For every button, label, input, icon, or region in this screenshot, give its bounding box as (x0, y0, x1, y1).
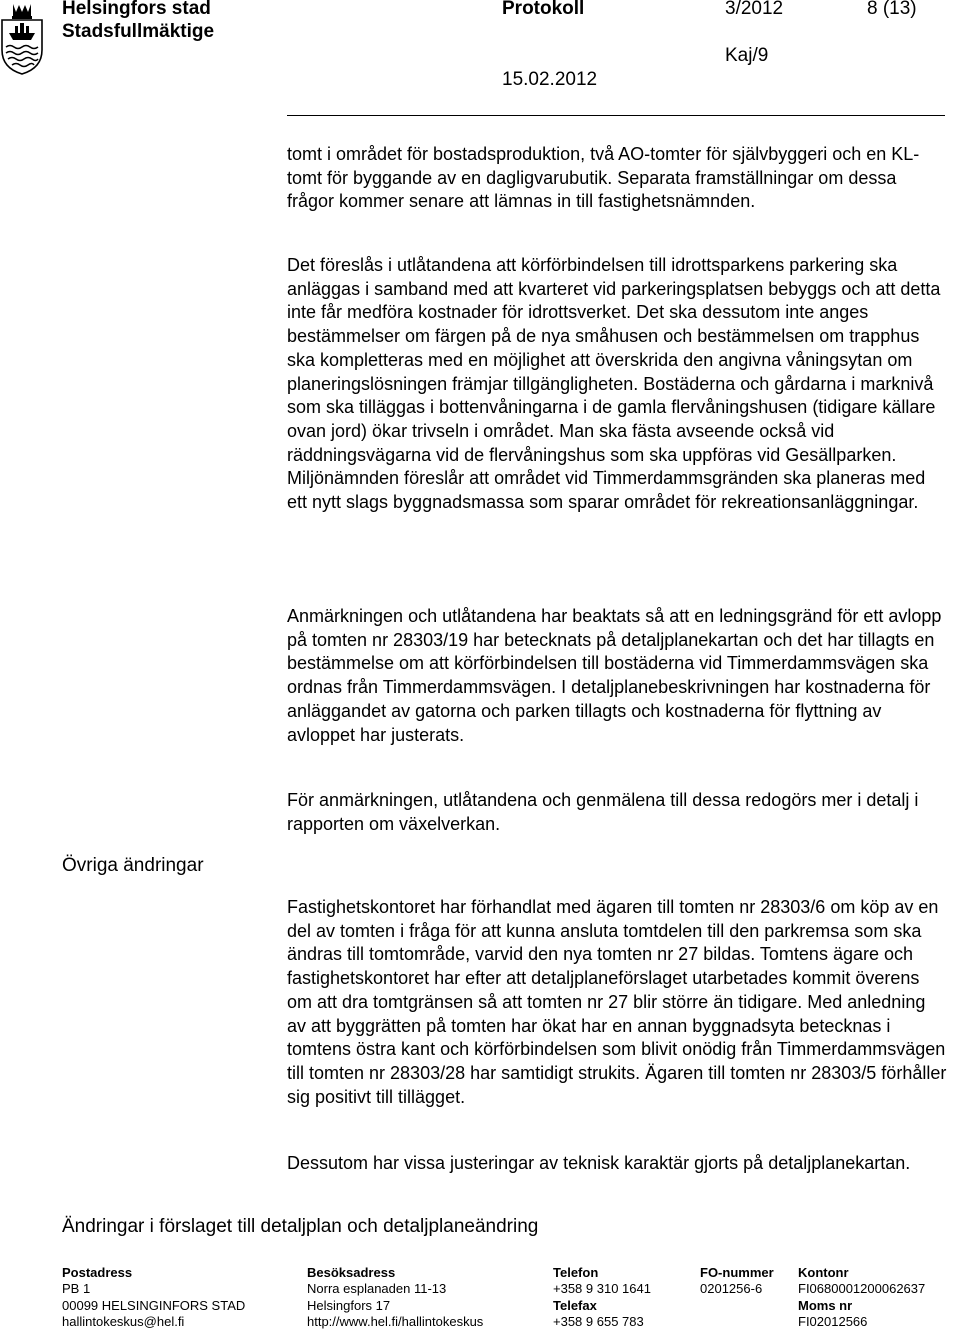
organization-name: Helsingfors stad (62, 0, 211, 19)
paragraph-continuation: tomt i området för bostadsproduktion, två AO-tomter för självbyggeri och en KL-tomt för byggande av en dagligvarubutik. Separata framställningar om dessa frågor kommer senare att lämnas in till fastighetsnämnden. (287, 144, 920, 212)
paragraph-statements: Det föreslås i utlåtandena att körförbindelsen till idrottsparkens parkering ska anläggas i samband med att kvarteret vid parkeringsplatsen bebyggs och att detta inte får medföra kostnader för idrottsverket. Det ska dessutom inte anges bestämmelser om färgen på de nya småhusen och bestämmelsen om trapphus ska kompletteras med en möjlighet att överskrida den angivna våningsytan om planeringslösningen främjar tillgängligheten. Bostäderna och gårdarna i marknivå som ska tilläggas i bottenvåningarna i de gamla flervåningshusen (tidigare källare ovan jord) ökar trivseln i området. Man ska fästa avseende också vid räddningsvägarna vid de flervåningshus som ska uppföras vid Gesällparken. Miljönämnden föreslår att området vid Timmerdammsgränden ska planeras med ett nytt slags byggnadsmassa som sparar området för rekreationsanläggningar. (287, 255, 941, 513)
footer-value: PB 1 (62, 1281, 91, 1297)
footer-website: http://www.hel.fi/hallintokeskus (307, 1313, 484, 1329)
footer-label: Postadress (62, 1265, 133, 1280)
footer-phone (553, 1265, 651, 1330)
meeting-date: 15.02.2012 (502, 69, 598, 90)
footer-value: +358 9 655 783 (553, 1313, 644, 1329)
footer-label: Kontonr (798, 1265, 849, 1280)
footer-account (798, 1265, 925, 1330)
document-number: 3/2012 (725, 0, 784, 19)
paragraph-technical-adjustments: Dessutom har vissa justeringar av teknisk karaktär gjorts på detaljplanekartan. (287, 1153, 911, 1173)
footer-value: FI02012566 (798, 1313, 868, 1329)
organization-body: Stadsfullmäktige (62, 21, 215, 42)
document-type: Protokoll (502, 0, 585, 19)
footer-value: 00099 HELSINGINFORS STAD (62, 1297, 246, 1313)
footer-label: Besöksadress (307, 1265, 396, 1280)
footer-label: Telefon (553, 1265, 599, 1280)
footer-business-id (700, 1265, 774, 1298)
footer-value: Helsingfors 17 (307, 1297, 391, 1313)
footer-value: 0201256-6 (700, 1281, 763, 1297)
helsinki-coat-of-arms-logo (0, 0, 44, 76)
footer-postal-address (62, 1265, 245, 1330)
footer-email: hallintokeskus@hel.fi (62, 1313, 185, 1329)
footer-visiting-address (307, 1265, 483, 1330)
footer-label: FO-nummer (700, 1265, 774, 1280)
paragraph-interaction-report: För anmärkningen, utlåtandena och genmälena till dessa redogörs mer i detalj i rapporten om växelverkan. (287, 790, 919, 834)
section-heading-plan-changes: Ändringar i förslaget till detaljplan och detaljplaneändring (62, 1216, 539, 1237)
section-heading-other-changes: Övriga ändringar (62, 855, 204, 876)
header-divider (287, 115, 945, 116)
page-number: 8 (13) (867, 0, 917, 19)
footer-label: Telefax (553, 1297, 597, 1313)
footer-value: Norra esplanaden 11-13 (307, 1281, 447, 1297)
section-reference: Kaj/9 (725, 45, 769, 66)
footer-value: FI0680001200062637 (798, 1281, 926, 1297)
paragraph-property-office: Fastighetskontoret har förhandlat med ägaren till tomten nr 28303/6 om köp av en del av tomten i fråga för att kunna ansluta tomtdelen till den parkremsa som ska ändras till tomtområde, varvid den nya tomten nr 27 bildas. Tomtens ägare och fastighetskontoret har efter att detaljplaneförslaget utarbetades kommit överens om att dra tomtgränsen så att tomten nr 27 blir större än tidigare. Med anledning av att byggrätten på tomten har ökat har en annan byggnadsyta betecknas i tomtens östra kant och körförbindelsen som blivit onödig från Timmerdammsvägen till tomten nr 28303/28 har samtidigt strukits. Ägaren till tomten nr 28303/5 förhåller sig positivt till tillägget. (287, 897, 947, 1107)
paragraph-remark-considered: Anmärkningen och utlåtandena har beaktats så att en ledningsgränd för ett avlopp på tomten nr 28303/19 har betecknats på detaljplanekartan och det har tillagts en bestämmelse om att körförbindelsen till bostäderna vid Timmerdammsvägen ska ordnas från Timmerdammsvägen. I detaljplanebeskrivningen har kostnaderna för anläggandet av gatorna och parken tillagts och kostnaderna för flyttning av avloppet har justerats. (287, 606, 942, 745)
footer-value: +358 9 310 1641 (553, 1281, 651, 1297)
footer-label: Moms nr (798, 1297, 853, 1313)
